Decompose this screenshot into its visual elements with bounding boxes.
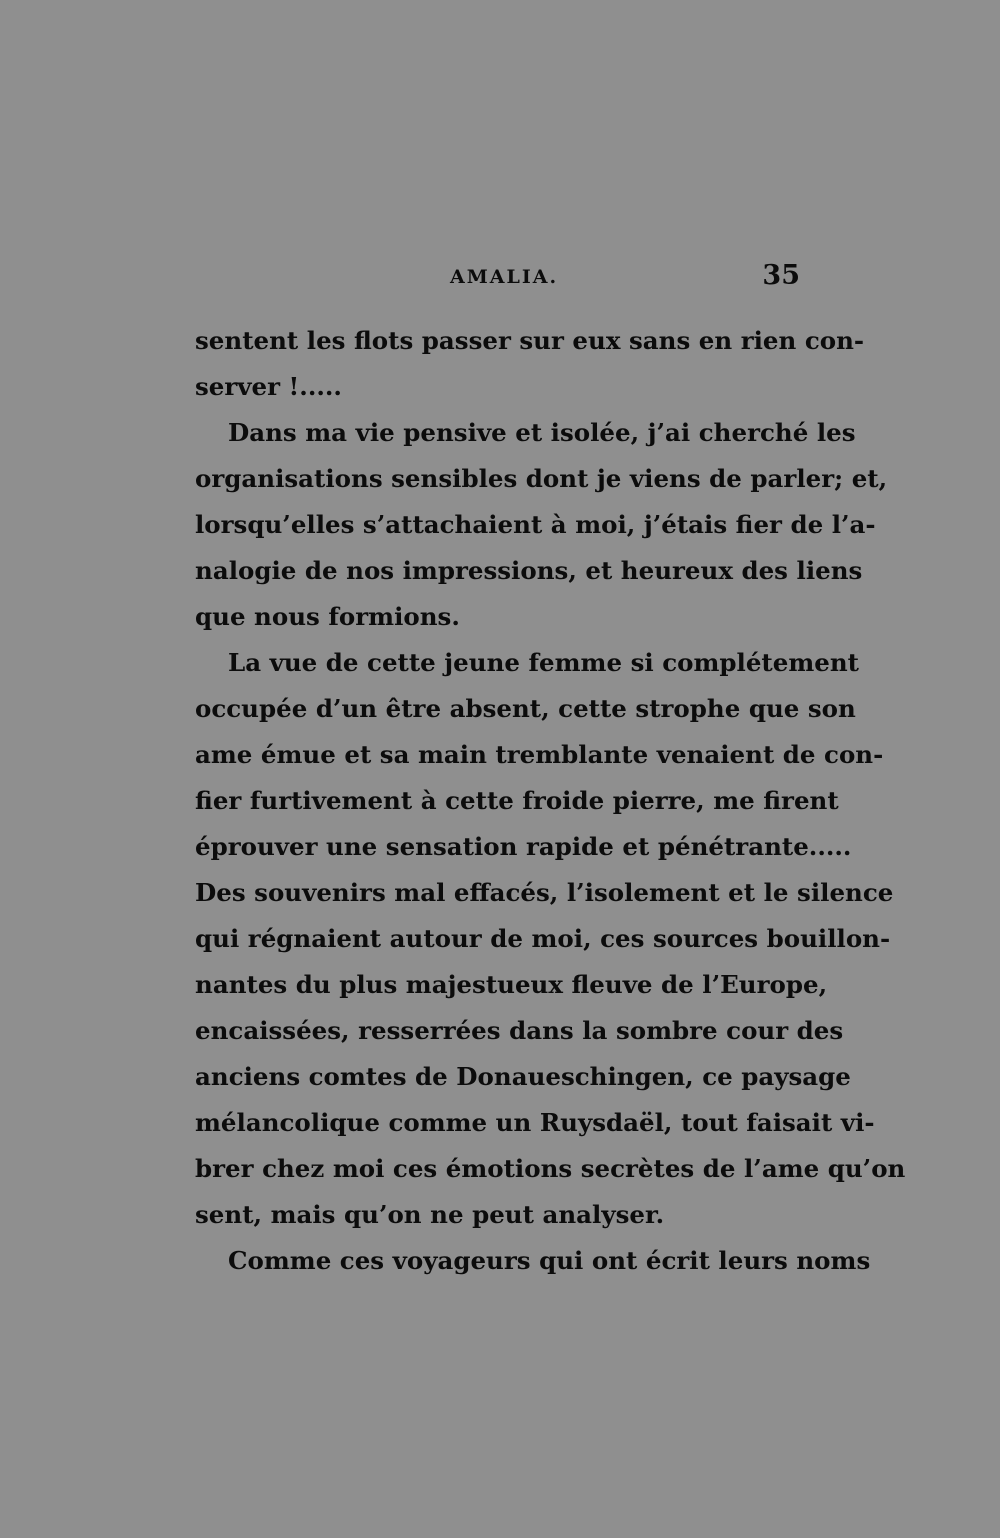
running-head bbox=[195, 260, 800, 296]
text-line: anciens comtes de Donaueschingen, ce paysage bbox=[195, 1062, 851, 1091]
text-line: brer chez moi ces émotions secrètes de l’ame qu’on bbox=[195, 1154, 906, 1183]
text-line: qui régnaient autour de moi, ces sources bouillon- bbox=[195, 924, 891, 953]
text-line: sent, mais qu’on ne peut analyser. bbox=[195, 1200, 665, 1229]
text-line: ame émue et sa main tremblante venaient de con- bbox=[195, 740, 884, 769]
text-line: éprouver une sensation rapide et pénétrante..... bbox=[195, 832, 852, 861]
text-line: Des souvenirs mal effacés, l’isolement et le silence bbox=[195, 878, 894, 907]
text-line: lorsqu’elles s’attachaient à moi, j’étais fier de l’a- bbox=[195, 510, 876, 539]
text-line: nantes du plus majestueux fleuve de l’Europe, bbox=[195, 970, 828, 999]
text-line: sentent les flots passer sur eux sans en rien con- bbox=[195, 326, 865, 355]
text-line: La vue de cette jeune femme si complétement bbox=[228, 648, 859, 677]
text-line: server !..... bbox=[195, 372, 342, 401]
text-line: encaissées, resserrées dans la sombre cour des bbox=[195, 1016, 844, 1045]
text-line: occupée d’un être absent, cette strophe que son bbox=[195, 694, 856, 723]
text-line: Dans ma vie pensive et isolée, j’ai cherché les bbox=[228, 418, 856, 447]
text-line: que nous formions. bbox=[195, 602, 460, 631]
text-line: fier furtivement à cette froide pierre, me firent bbox=[195, 786, 839, 815]
page-number: 35 bbox=[762, 260, 800, 291]
running-title: AMALIA. bbox=[450, 266, 559, 288]
text-line: Comme ces voyageurs qui ont écrit leurs noms bbox=[228, 1246, 871, 1275]
text-line: nalogie de nos impressions, et heureux des liens bbox=[195, 556, 863, 585]
text-line: mélancolique comme un Ruysdaël, tout faisait vi- bbox=[195, 1108, 875, 1137]
body-text bbox=[195, 318, 906, 1284]
text-line: organisations sensibles dont je viens de parler; et, bbox=[195, 464, 888, 493]
